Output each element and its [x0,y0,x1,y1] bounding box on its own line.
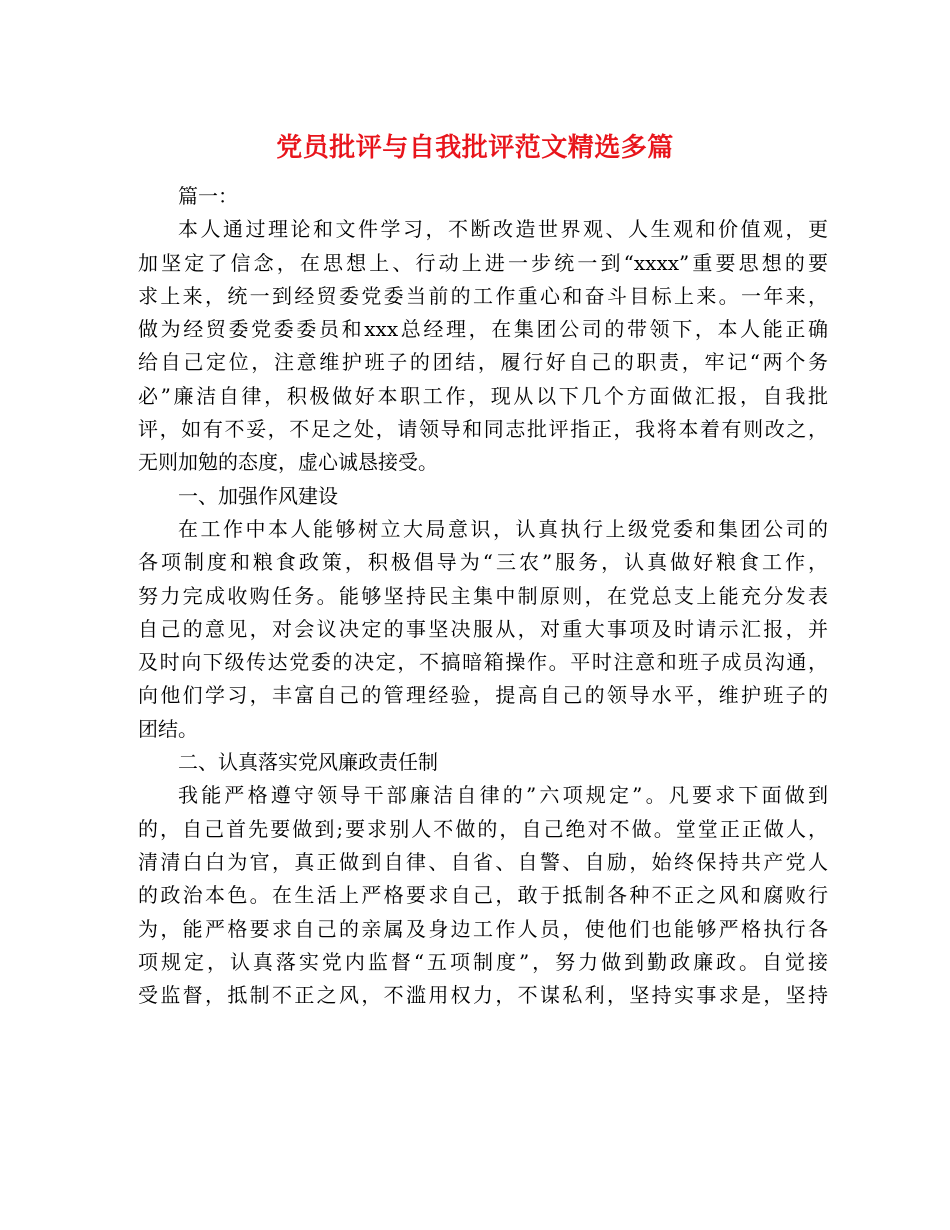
text-line: 的，自己首先要做到;要求别人不做的，自己绝对不做。堂堂正正做人， [138,816,828,841]
document-body [138,180,828,1012]
text-line: 我能严格遵守领导干部廉洁自律的”六项规定”。凡要求下面做到 [178,783,828,808]
text-line: 加坚定了信念，在思想上、行动上进一步统一到“xxxx”重要思想的要 [138,250,828,275]
text-line: 的政治本色。在生活上严格要求自己，敢于抵制各种不正之风和腐败行 [138,883,828,908]
text-line: 二、认真落实党风廉政责任制 [178,750,438,775]
text-line: 为，能严格要求自己的亲属及身边工作人员，使他们也能够严格执行各 [138,916,828,941]
text-line: 一、加强作风建设 [178,483,338,508]
text-line: 在工作中本人能够树立大局意识，认真执行上级党委和集团公司的 [178,516,828,541]
text-line: 各项制度和粮食政策，积极倡导为“三农”服务，认真做好粮食工作， [138,550,828,575]
text-line: 无则加勉的态度，虚心诚恳接受。 [138,450,438,475]
text-line: 向他们学习，丰富自己的管理经验，提高自己的领导水平，维护班子的 [138,683,828,708]
text-line: 篇一： [178,184,238,208]
text-line: 评，如有不妥，不足之处，请领导和同志批评指正，我将本着有则改之， [138,417,828,442]
text-line: 做为经贸委党委委员和xxx总经理，在集团公司的带领下，本人能正确 [138,317,828,342]
text-line: 给自己定位，注意维护班子的团结，履行好自己的职责，牢记“两个务 [138,350,828,375]
text-line: 团结。 [138,716,198,741]
text-line: 清清白白为官，真正做到自律、自省、自警、自励，始终保持共产党人 [138,849,828,874]
document-title: 党员批评与自我批评范文精选多篇 [276,133,674,163]
text-line: 及时向下级传达党委的决定，不搞暗箱操作。平时注意和班子成员沟通， [138,650,828,675]
text-line: 必”廉洁自律，积极做好本职工作，现从以下几个方面做汇报，自我批 [138,383,828,408]
text-line: 努力完成收购任务。能够坚持民主集中制原则，在党总支上能充分发表 [138,583,828,608]
text-line: 项规定，认真落实党内监督“五项制度”，努力做到勤政廉政。自觉接 [138,949,828,974]
text-line: 求上来，统一到经贸委党委当前的工作重心和奋斗目标上来。一年来， [138,283,828,308]
text-line: 受监督，抵制不正之风，不滥用权力，不谋私利，坚持实事求是，坚持 [138,983,828,1008]
text-line: 自己的意见，对会议决定的事坚决服从，对重大事项及时请示汇报，并 [138,616,828,641]
text-line: 本人通过理论和文件学习，不断改造世界观、人生观和价值观，更 [178,217,828,242]
